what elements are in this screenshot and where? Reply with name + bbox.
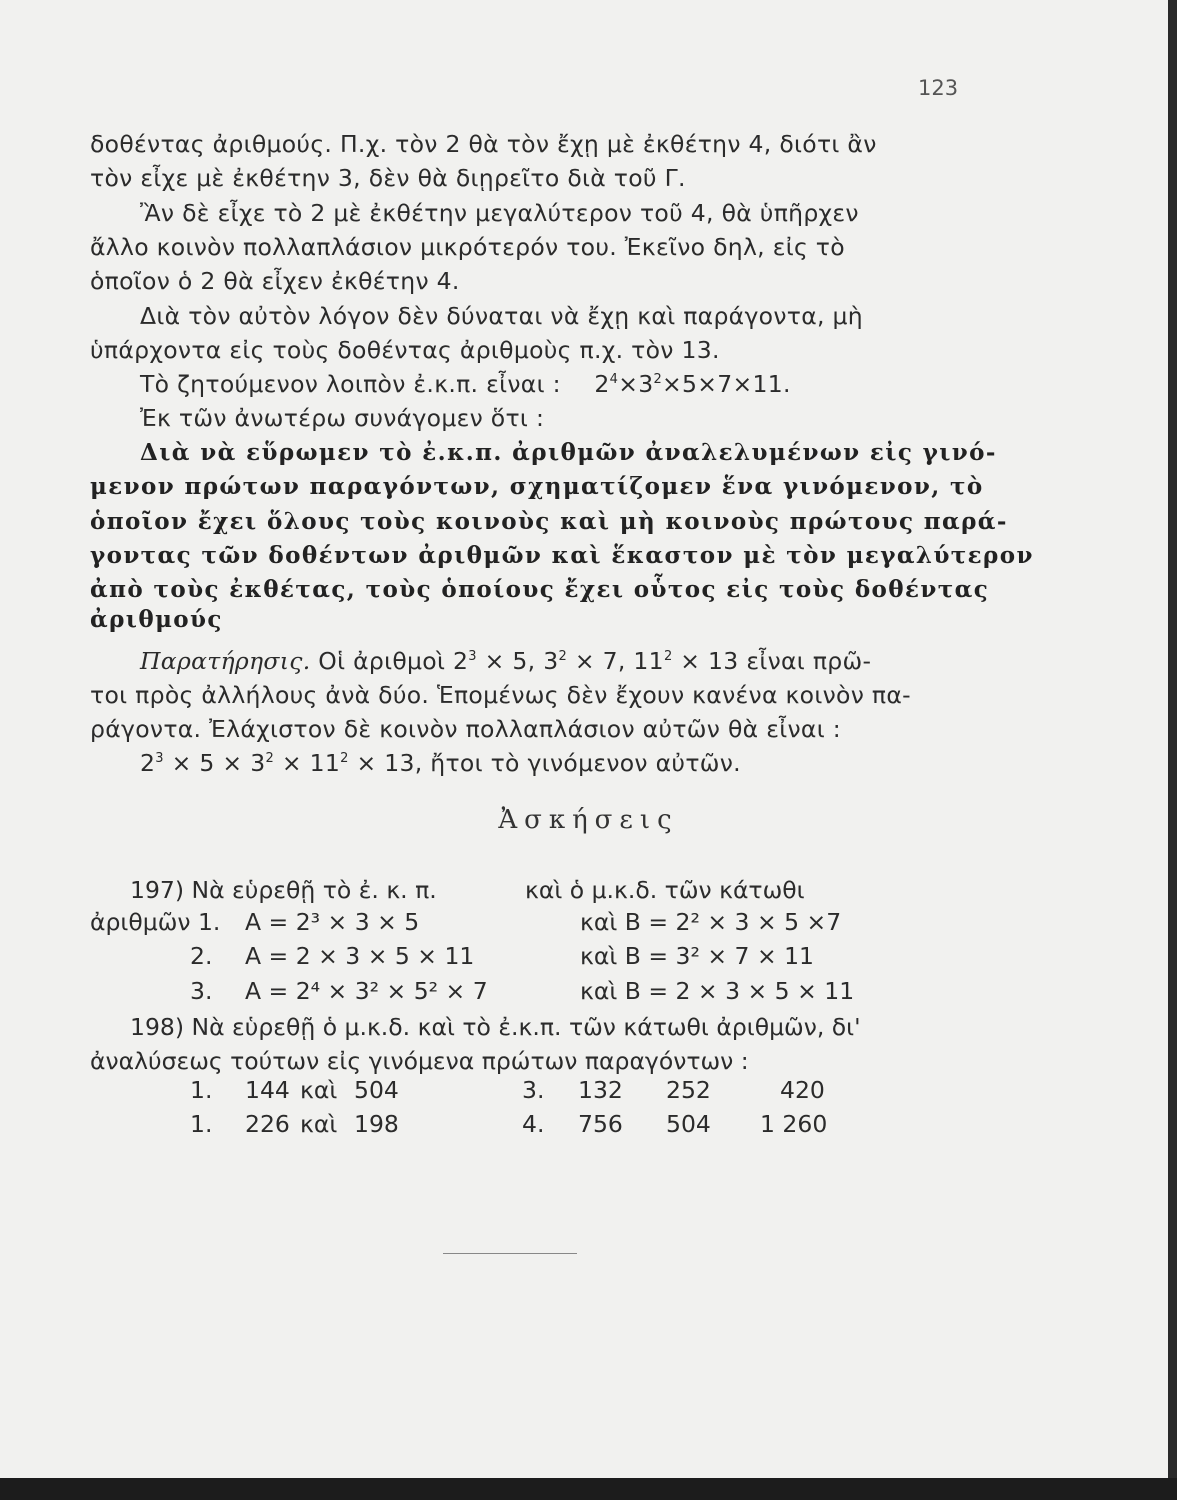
rule-line: μενον πρώτων παραγόντων, σχηματίζομεν ἕνα γινόμενον, τὸ (90, 473, 984, 500)
paragraph-line: ἄλλο κοινὸν πολλαπλάσιον μικρότερόν του. Ἐκεῖνο δηλ, εἰς τὸ (90, 233, 845, 261)
bottom-edge-shadow (0, 1478, 1177, 1500)
remark-label: Παρατήρησις. (140, 647, 311, 675)
paragraph-line: ὑπάρχοντα εἰς τοὺς δοθέντας ἀριθμοὺς π.χ. τὸν 13. (90, 336, 720, 364)
exercise-197-row1-a: A = 2³ × 3 × 5 (245, 908, 420, 936)
rule-line: Διὰ νὰ εὕρωμεν τὸ ἐ.κ.π. ἀριθμῶν ἀναλελυμένων εἰς γινό- (140, 439, 997, 466)
exercise-197-intro-b: καὶ ὁ μ.κ.δ. τῶν κάτωθι (525, 876, 805, 904)
exercise-198-intro: 198) Νὰ εὑρεθῇ ὁ μ.κ.δ. καὶ τὸ ἐ.κ.π. τῶν κάτωθι ἀριθμῶν, δι' (130, 1013, 861, 1041)
exercise-197-row2-b: καὶ B = 3² × 7 × 11 (580, 942, 815, 970)
exercise-197-row2-a: A = 2 × 3 × 5 × 11 (245, 942, 475, 970)
exercise-197-label: ἀριθμῶν 1. (90, 908, 221, 936)
rule-line: ἀριθμούς (90, 606, 223, 633)
exercises-heading: Ἀσκήσεις (498, 805, 679, 835)
end-rule (443, 1253, 577, 1254)
page-number: 123 (918, 76, 959, 100)
paragraph-line: δοθέντας ἀριθμούς. Π.χ. τὸν 2 θὰ τὸν ἔχῃ μὲ ἐκθέτην 4, διότι ἂν (90, 130, 877, 158)
remark-line: ράγοντα. Ἐλάχιστον δὲ κοινὸν πολλαπλάσιον αὐτῶν θὰ εἶναι : (90, 715, 841, 743)
remark-line: Παρατήρησις. Οἱ ἀριθμοὶ $2^3 \times 5$, $3^2 \times 7$, $11^2 \times 13$ εἶναι πρῶ- (140, 647, 872, 675)
rule-line: γοντας τῶν δοθέντων ἀριθμῶν καὶ ἕκαστον μὲ τὸν μεγαλύτερον (90, 542, 1034, 569)
right-edge-shadow (1168, 0, 1177, 1500)
lcm-label: Τὸ ζητούμενον λοιπὸν ἐ.κ.π. εἶναι : (140, 370, 561, 398)
exercise-197-row2-number: 2. (190, 942, 213, 970)
remark-line: $2^3 \times 5 \times 3^2 \times 11^2 \times 13$, ἤτοι τὸ γινόμενον αὐτῶν. (140, 749, 741, 777)
paragraph-line: ὁποῖον ὁ 2 θὰ εἶχεν ἐκθέτην 4. (90, 267, 460, 295)
paragraph-line: Ἐκ τῶν ἀνωτέρω συνάγομεν ὅτι : (140, 404, 545, 432)
exercise-197-row1-b: καὶ B = 2² × 3 × 5 ×7 (580, 908, 842, 936)
paragraph-line (140, 370, 791, 398)
exercise-197-intro: 197) Νὰ εὑρεθῇ τὸ ἐ. κ. π. (130, 876, 437, 904)
rule-line: ἀπὸ τοὺς ἐκθέτας, τοὺς ὁποίους ἔχει οὗτος εἰς τοὺς δοθέντας (90, 576, 990, 603)
exercise-198-intro2: ἀναλύσεως τούτων εἰς γινόμενα πρώτων παραγόντων : (90, 1047, 749, 1075)
paragraph-line: τὸν εἶχε μὲ ἐκθέτην 3, δὲν θὰ διῃρεῖτο διὰ τοῦ Γ. (90, 164, 686, 192)
exercise-197-row3-a: A = 2⁴ × 3² × 5² × 7 (245, 977, 488, 1005)
exercise-197-row3-number: 3. (190, 977, 213, 1005)
rule-line: ὁποῖον ἔχει ὅλους τοὺς κοινοὺς καὶ μὴ κοινοὺς πρώτους παρά- (90, 508, 1008, 535)
remark-line: τοι πρὸς ἀλλήλους ἀνὰ δύο. Ἑπομένως δὲν ἔχουν κανένα κοινὸν πα- (90, 681, 911, 709)
paragraph-line: Διὰ τὸν αὐτὸν λόγον δὲν δύναται νὰ ἔχῃ καὶ παράγοντα, μὴ (140, 302, 863, 330)
paragraph-line: Ἂν δὲ εἶχε τὸ 2 μὲ ἐκθέτην μεγαλύτερον τοῦ 4, θὰ ὑπῆρχεν (140, 199, 859, 227)
lcm-formula: $2^4\times 3^2\times 5\times 7\times 11$. (594, 370, 791, 398)
exercise-197-row3-b: καὶ B = 2 × 3 × 5 × 11 (580, 977, 855, 1005)
